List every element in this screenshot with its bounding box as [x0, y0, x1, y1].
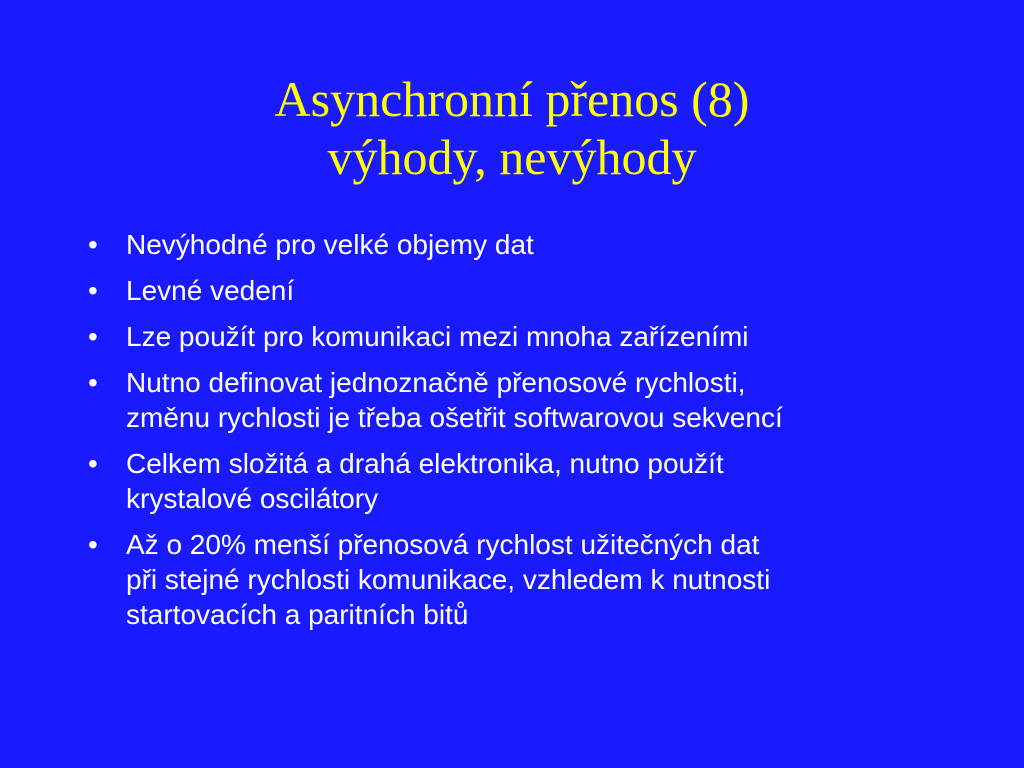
bullet-text-continuation: startovacích a paritních bitů	[126, 599, 469, 630]
slide-title	[60, 70, 964, 186]
bullet-text: Nevýhodné pro velké objemy dat	[126, 229, 534, 260]
slide-title-line-1: Asynchronní přenos (8)	[274, 71, 750, 127]
bullet-item	[0, 365, 1024, 435]
bullet-icon: •	[88, 529, 98, 560]
bullet-text: Levné vedení	[126, 275, 295, 306]
bullet-item	[0, 227, 1024, 262]
bullet-text-continuation: při stejné rychlosti komunikace, vzhledem k nutnosti	[126, 564, 771, 595]
bullet-text: Celkem složitá a drahá elektronika, nutno použít	[126, 448, 724, 479]
bullet-item	[0, 273, 1024, 308]
bullet-icon: •	[88, 229, 98, 260]
bullet-icon: •	[88, 448, 98, 479]
bullet-list	[0, 227, 1024, 643]
bullet-text-continuation: změnu rychlosti je třeba ošetřit softwarovou sekvencí	[126, 402, 783, 433]
bullet-item	[0, 446, 1024, 516]
bullet-icon: •	[88, 321, 98, 352]
bullet-icon: •	[88, 367, 98, 398]
bullet-item	[0, 319, 1024, 354]
bullet-text: Až o 20% menší přenosová rychlost užitečných dat	[126, 529, 760, 560]
slide-title-line-2: výhody, nevýhody	[327, 129, 697, 185]
bullet-icon: •	[88, 275, 98, 306]
bullet-text-continuation: krystalové oscilátory	[126, 483, 379, 514]
bullet-item	[0, 527, 1024, 632]
bullet-text: Nutno definovat jednoznačně přenosové rychlosti,	[126, 367, 746, 398]
bullet-text: Lze použít pro komunikaci mezi mnoha zařízeními	[126, 321, 749, 352]
